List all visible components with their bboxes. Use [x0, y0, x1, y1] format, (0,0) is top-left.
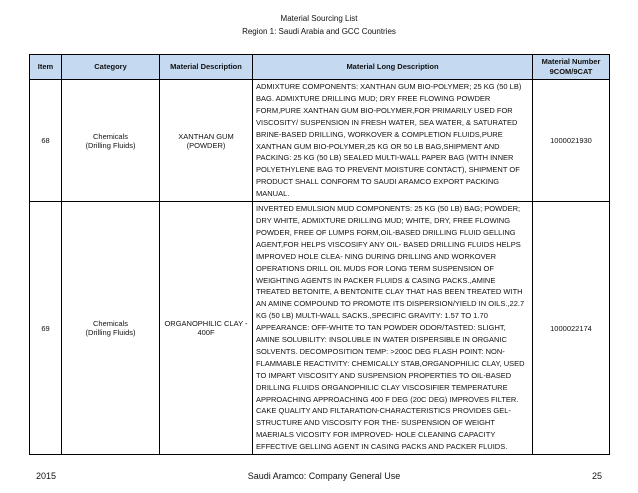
footer-classification: Saudi Aramco: Company General Use: [247, 471, 401, 481]
cell-category-line2: (Drilling Fluids): [85, 328, 136, 338]
column-header-material-number: [533, 55, 610, 80]
table-row: [30, 80, 610, 202]
cell-long-description: INVERTED EMULSION MUD COMPONENTS: 25 KG (50 LB) BAG; POWDER; DRY WHITE, ADMIXTURE DRILLING MUD; WHITE, DRY, FREE FLOWING POWDER, FREE OF LUMPS FORM,OIL-BASED DRILLING FLUID GELLING AGENT,FOR HELPS VISCOSIFY ANY OIL- BASED DRILLING FLUIDS HELPS IMPROVED HOLE CLEA- NING DURING DRILLING AND WORKOVER OPERATIONS DRILL OIL MUDS FOR LONG TERM SUSPENSION OF WEIGHTING AGENTS IN PACKER FLUIDS & CASING PACKS.,AMINE TREATED BETONITE, A BENTONITE CLAY THAT HAS BEEN TREATED WITH AN AMINE COMPOUND TO PROMOTE ITS DISPERSION/YIELD IN OILS.,22.7 KG (50 LB) MULTI-WALL SACKS.,SPECIFIC GRAVITY: 1.57 TO 1.70 APPEARANCE: OFF-WHITE TO TAN POWDER ODOR/TASTED: SLIGHT, AMINE SOLUBILITY: INSOLUBLE IN WATER DISPERSIBLE IN ORGANIC SOLVENTS. DECOMPOSITION TEMP: >200C DEG FLASH POINT: NON- FLAMMABLE REACTIVITY: CHEMICALLY STAB,ORGANOPHILIC CLAY, USED TO IMPART VISCOSITY AND SUSPENSION PROPERTIES TO OIL-BASED DRILLING FLUIDS ORGANOPHILIC CLAY VISCOSIFIER TEMPERATURE APPROACHING APPROACHING 400 F DEG (20C DEG) IMPROVES FILTER. CAKE QUALITY AND FILTARATION-CHARACTERISTICS PROVIDES GEL- STRUCTURE AND VISCOSITY FOR THE- SUSPENSION OF WEIGHT MAERIALS VICOSITY FOR IMPROVED- HOLE CLEANING CAPACITY EFFECTIVE GELLING AGENT IN CASING PACKS AND PACKER FLUIDS.: [253, 202, 533, 455]
footer-page-number: 25: [591, 471, 602, 481]
column-header-item: Item: [30, 55, 62, 80]
cell-long-description: ADMIXTURE COMPONENTS: XANTHAN GUM BIO-POLYMER; 25 KG (50 LB) BAG. ADMIXTURE DRILLING MUD; DRY FREE FLOWING POWDER FORM,PURE XANTHAN GUM BIO-POLYMER,FOR PRIMARILY USED FOR VISCOSITY/ SUSPENSION IN FRESH WATER, SEA WATER, & SATURATED BRINE-BASED DRILLING, WORKOVER & COMPLETION FLUIDS,PURE XANTHAN GUM BIO-POLYMER,25 KG OR 50 LB BAG,SHIPMENT AND PACKING: 25 KG (50 LB) SEALED MULTI-WALL PAPER BAG (WITH INNER POLYETHYLENE BAG TO PREVENT MOISTURE CONTACT), SHIPMENT OF PRODUCT SHALL CONFORM TO SAUDI ARAMCO EXPORT PACKING MANUAL.: [253, 80, 533, 202]
document-subtitle: Region 1: Saudi Arabia and GCC Countries: [242, 27, 396, 36]
cell-material-number: 1000021930: [533, 80, 610, 202]
table-row: [30, 202, 610, 455]
cell-description: XANTHAN GUM (POWDER): [160, 80, 253, 202]
page-footer: [36, 471, 602, 481]
cell-item: 68: [30, 80, 62, 202]
cell-category: [62, 80, 160, 202]
cell-category: [62, 202, 160, 455]
cell-category-line1: Chemicals: [92, 319, 128, 329]
column-header-description: Material Description: [160, 55, 253, 80]
cell-category-line1: Chemicals: [92, 131, 128, 141]
cell-material-number: 1000022174: [533, 202, 610, 455]
document-title: Material Sourcing List: [280, 14, 358, 23]
cell-category-line2: (Drilling Fluids): [85, 140, 136, 150]
column-header-long-description: Material Long Description: [253, 55, 533, 80]
cell-item: 69: [30, 202, 62, 455]
material-table: [29, 54, 610, 455]
cell-description: ORGANOPHILIC CLAY - 400F: [160, 202, 253, 455]
column-header-category: Category: [62, 55, 160, 80]
footer-year: 2015: [36, 471, 57, 481]
table-header-row: [30, 55, 610, 80]
column-header-material-number-line1: Material Number: [541, 57, 601, 66]
column-header-material-number-line2: 9COM/9CAT: [549, 67, 593, 76]
document-header: [0, 12, 638, 38]
